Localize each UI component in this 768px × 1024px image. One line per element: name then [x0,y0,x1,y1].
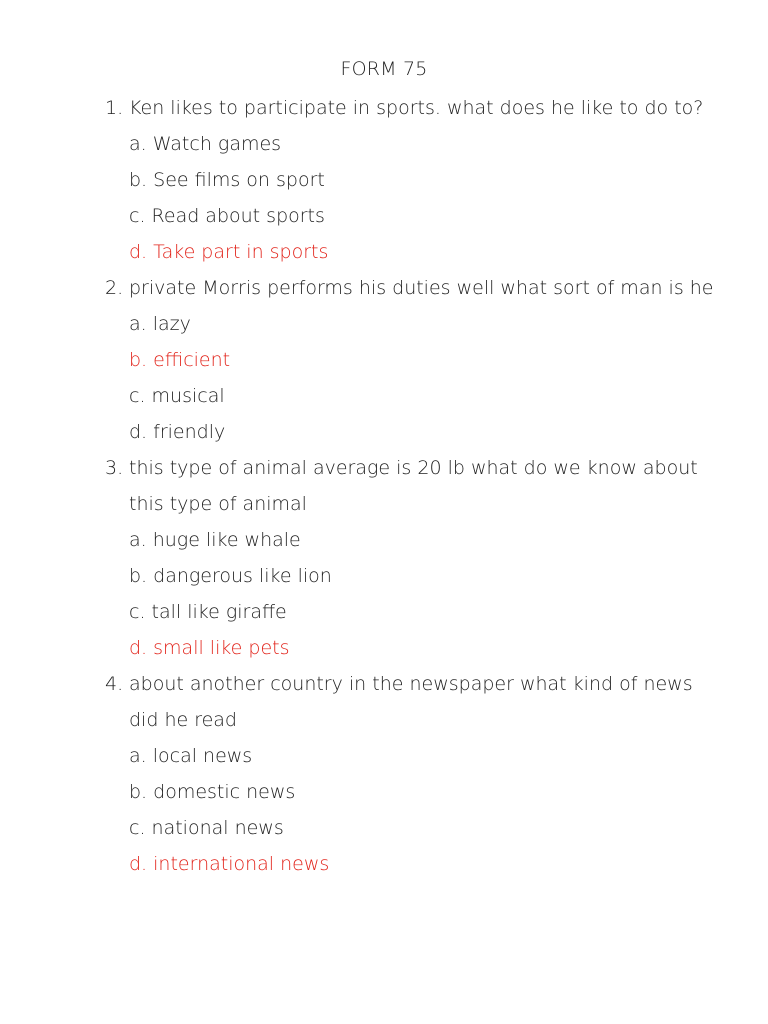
option-b: b. dangerous like lion [129,565,332,587]
question-1 [105,90,715,270]
option-c: c. musical [129,385,225,407]
question-stem [105,90,715,126]
option-d-correct: d. Take part in sports [129,241,329,263]
option-b-correct: b. efficient [129,349,231,371]
question-stem [105,666,715,738]
option-d-correct: d. international news [129,853,330,875]
question-4 [105,666,715,882]
question-stem [105,270,715,306]
option-a: a. local news [129,745,253,767]
option-d-correct: d. small like pets [129,637,290,659]
option-c: c. Read about sports [129,205,325,227]
question-text: private Morris performs his duties well what sort of man is he [129,277,714,299]
question-2 [105,270,715,450]
option-b: b. domestic news [129,781,296,803]
question-3 [105,450,715,666]
option-c: c. tall like giraffe [129,601,287,623]
option-a: a. Watch games [129,133,282,155]
option-c: c. national news [129,817,284,839]
page-title: FORM 75 [340,58,428,80]
option-b: b. See films on sport [129,169,325,191]
option-a: a. huge like whale [129,529,301,551]
question-number: 3. [105,457,124,479]
option-a: a. lazy [129,313,191,335]
question-list [105,90,715,882]
question-number: 2. [105,277,124,299]
question-number: 1. [105,97,124,119]
option-d: d. friendly [129,421,226,443]
question-text: about another country in the newspaper what kind of news did he read [129,673,693,731]
question-stem [105,450,715,522]
question-text: Ken likes to participate in sports. what does he like to do to? [129,97,704,119]
question-text: this type of animal average is 20 lb what do we know about this type of animal [129,457,698,515]
question-number: 4. [105,673,124,695]
